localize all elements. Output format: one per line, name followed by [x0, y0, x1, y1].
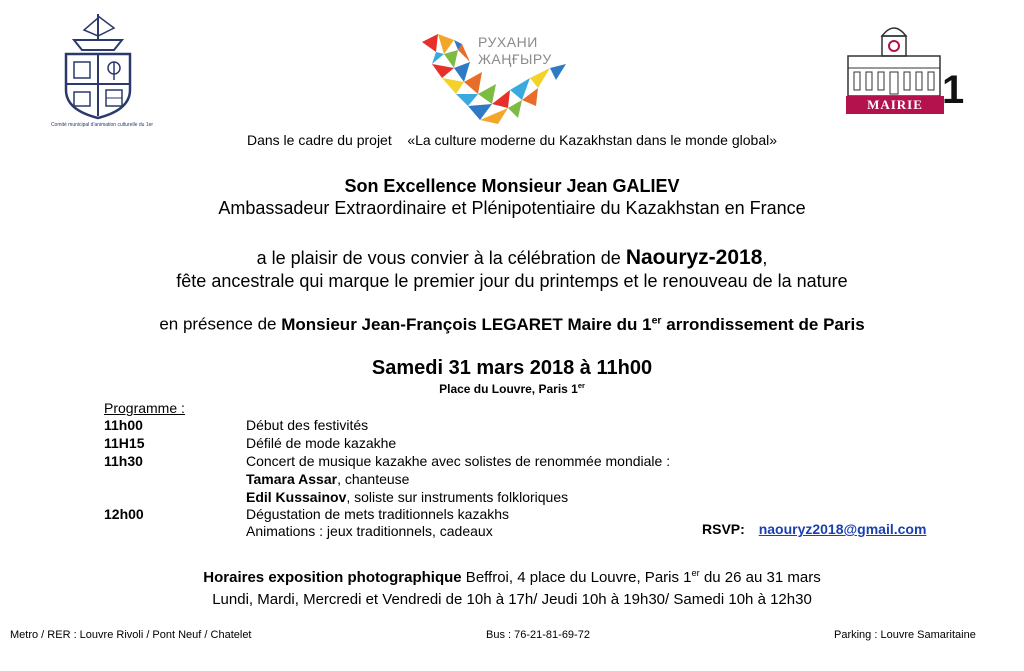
programme-title: Programme : [104, 400, 185, 416]
exposition-line: Horaires exposition photographique Beffroi, 4 place du Louvre, Paris 1er du 26 au 31 mars [203, 568, 821, 586]
rsvp-email-link[interactable]: naouryz2018@gmail.com [758, 521, 927, 537]
programme-desc: Concert de musique kazakhe avec solistes de renommée mondiale : [246, 453, 671, 469]
crest-logo [50, 10, 154, 138]
programme-row [104, 471, 824, 489]
soloist-entry: Edil Kussainov, soliste sur instruments folkloriques [246, 489, 569, 505]
programme-row [104, 417, 824, 435]
footer-bus: Bus : 76-21-81-69-72 [486, 629, 590, 641]
programme-desc: Dégustation de mets traditionnels kazakhs [246, 506, 510, 522]
soloist-entry: Tamara Assar, chanteuse [246, 471, 410, 487]
host-title: Ambassadeur Extraordinaire et Plénipotentiaire du Kazakhstan en France [218, 198, 806, 218]
programme-desc: Défilé de mode kazakhe [246, 435, 397, 451]
event-name: Naouryz-2018 [625, 246, 763, 269]
footer-parking: Parking : Louvre Samaritaine [834, 629, 976, 641]
town-hall-icon [842, 18, 946, 98]
invitation-line: a le plaisir de vous convier à la célébration de Naouryz-2018, [256, 246, 768, 269]
exposition-title: Horaires exposition photographique [203, 569, 462, 586]
rsvp-label: RSVP: [702, 521, 745, 537]
programme-desc: Début des festivités [246, 417, 369, 433]
programme-time: 11h00 [104, 417, 143, 433]
programme-desc: Animations : jeux traditionnels, cadeaux [246, 523, 493, 539]
mairie-logo [842, 18, 982, 118]
mairie-number: 1 [942, 68, 965, 112]
programme-row [104, 435, 824, 453]
rukhani-zhangyru-logo [418, 24, 588, 128]
invitation-description: fête ancestrale qui marque le premier jour du printemps et le renouveau de la nature [176, 271, 848, 291]
programme-row [104, 489, 824, 507]
presence-line: en présence de Monsieur Jean-François LEGARET Maire du 1er arrondissement de Paris [159, 314, 865, 334]
exposition-hours: Lundi, Mardi, Mercredi et Vendredi de 10h à 17h/ Jeudi 10h à 19h30/ Samedi 10h à 12h30 [212, 591, 812, 608]
host-name: Son Excellence Monsieur Jean GALIEV [344, 176, 680, 196]
event-date: Samedi 31 mars 2018 à 11h00 [371, 357, 653, 379]
programme-row [104, 453, 824, 471]
logo-brand-text: РУХАНИ ЖАҢҒЫРУ [478, 34, 552, 67]
mairie-label: MAIRIE [846, 96, 944, 114]
programme-time: 11h30 [104, 453, 143, 469]
mayor-name: Monsieur Jean-François LEGARET Maire du 1er arrondissement de Paris [281, 314, 865, 334]
intro-line: Dans le cadre du projet «La culture moderne du Kazakhstan dans le monde global» [246, 132, 778, 148]
rsvp-block [702, 521, 926, 537]
programme-time: 11H15 [104, 435, 145, 451]
event-place: Place du Louvre, Paris 1er [439, 381, 585, 396]
programme-time: 12h00 [104, 506, 144, 522]
footer-metro: Metro / RER : Louvre Rivoli / Pont Neuf / Chatelet [10, 629, 252, 641]
coat-of-arms-icon [52, 10, 144, 122]
crest-caption: Comité municipal d'animation culturelle du 1er [50, 122, 154, 128]
